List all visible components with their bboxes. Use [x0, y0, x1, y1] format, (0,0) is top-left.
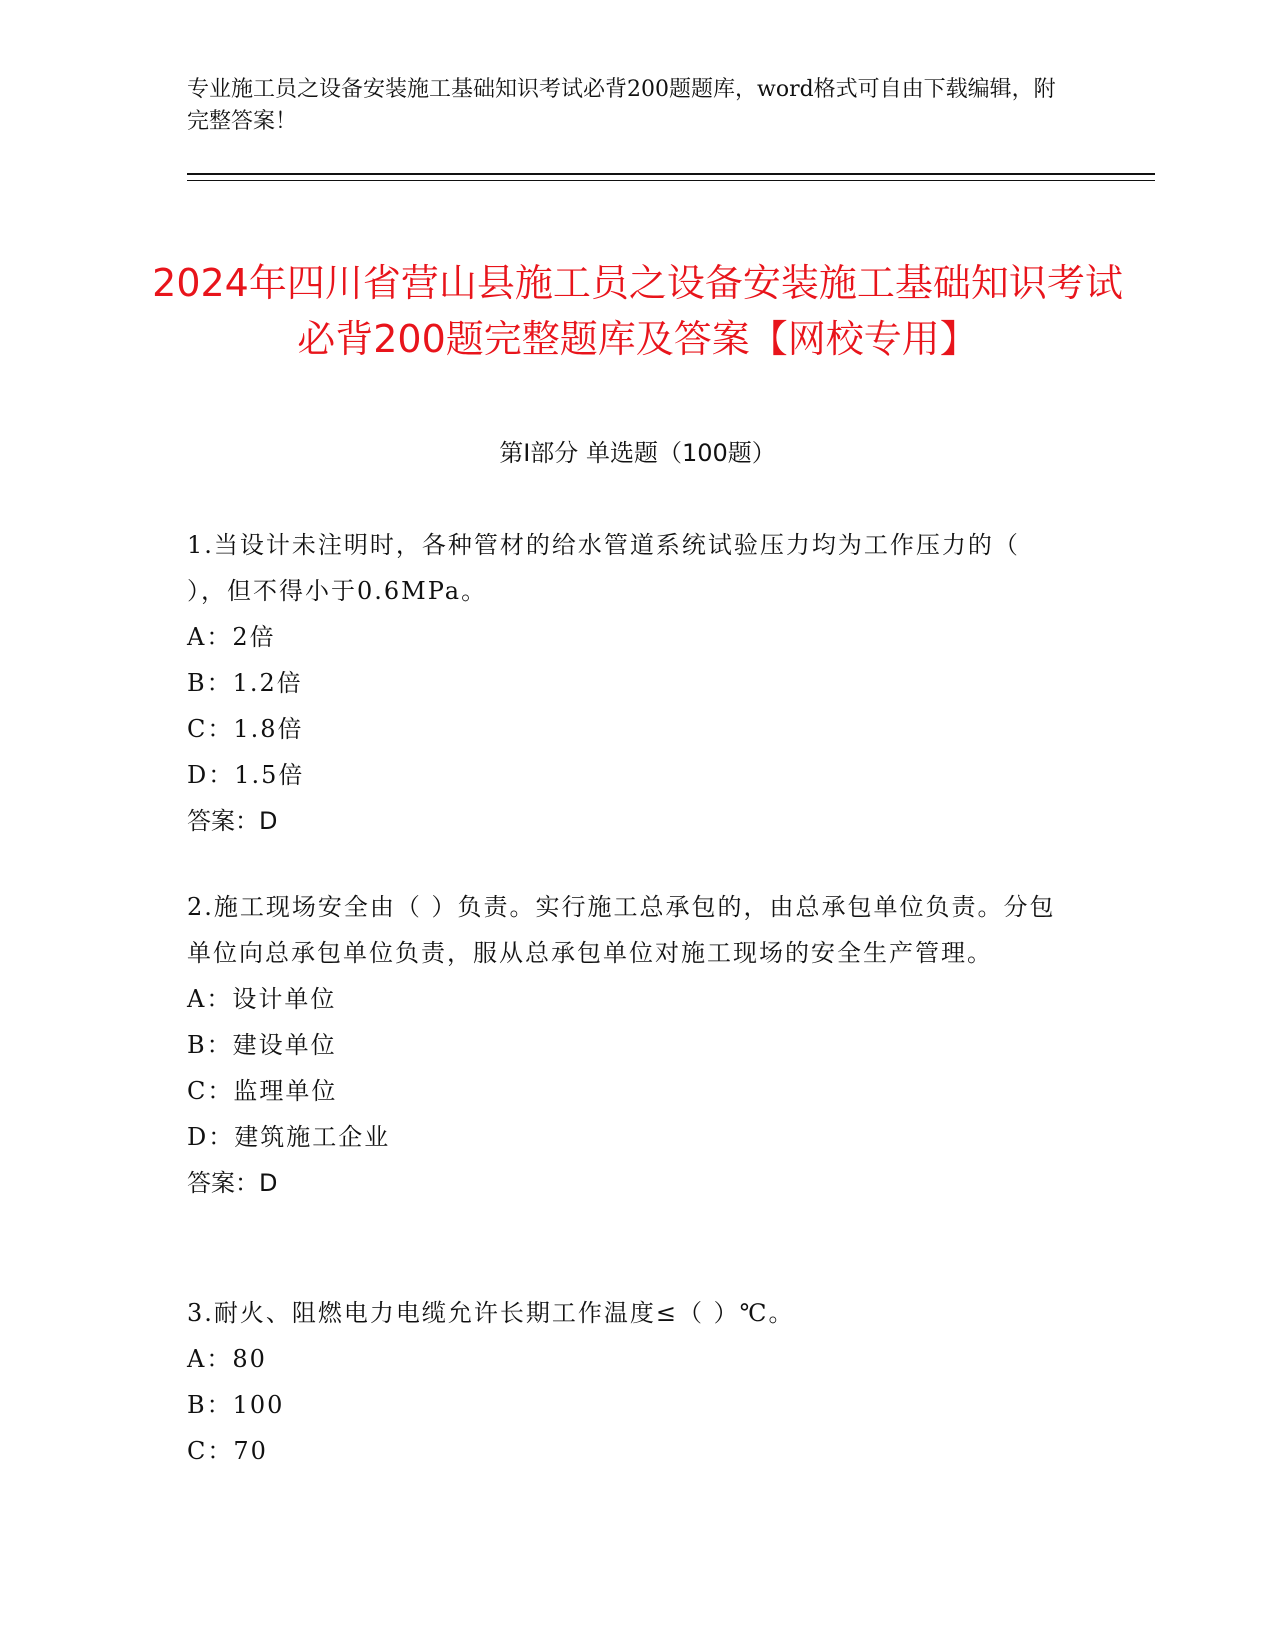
question-stem: 3.耐火、阻燃电力电缆允许长期工作温度≤（ ）℃。 — [187, 1299, 795, 1327]
option-a: A：设计单位 — [187, 985, 337, 1013]
option-b: B：建设单位 — [187, 1031, 337, 1059]
document-title: 2024年四川省营山县施工员之设备安装施工基础知识考试必背200题完整题库及答案【网校专用】 — [152, 261, 1123, 362]
question-block — [187, 884, 1067, 1206]
question-stem: 2.施工现场安全由（ ）负责。实行施工总承包的，由总承包单位负责。分包单位向总承包单位负责，服从总承包单位对施工现场的安全生产管理。 — [187, 893, 1056, 967]
option-a: A：2倍 — [187, 623, 276, 651]
option-d: D：建筑施工企业 — [187, 1123, 391, 1151]
option-c: C：70 — [187, 1437, 268, 1465]
answer-line: 答案：D — [187, 1169, 278, 1197]
option-c: C：1.8倍 — [187, 715, 304, 743]
section-heading: 第I部分 单选题（100题） — [499, 439, 776, 467]
option-d: D：1.5倍 — [187, 761, 305, 789]
option-b: B：100 — [187, 1391, 285, 1419]
question-block — [187, 522, 1067, 844]
header-divider-thick — [187, 173, 1155, 175]
question-block — [187, 1290, 1067, 1474]
answer-line: 答案：D — [187, 807, 278, 835]
question-stem: 1.当设计未注明时，各种管材的给水管道系统试验压力均为工作压力的（ ），但不得小于0.6MPa。 — [187, 531, 1020, 605]
header-divider-thin — [187, 180, 1155, 181]
option-c: C：监理单位 — [187, 1077, 338, 1105]
option-a: A：80 — [187, 1345, 267, 1373]
option-b: B：1.2倍 — [187, 669, 303, 697]
header-note: 专业施工员之设备安装施工基础知识考试必背200题题库，word格式可自由下载编辑，附完整答案！ — [187, 77, 1056, 134]
